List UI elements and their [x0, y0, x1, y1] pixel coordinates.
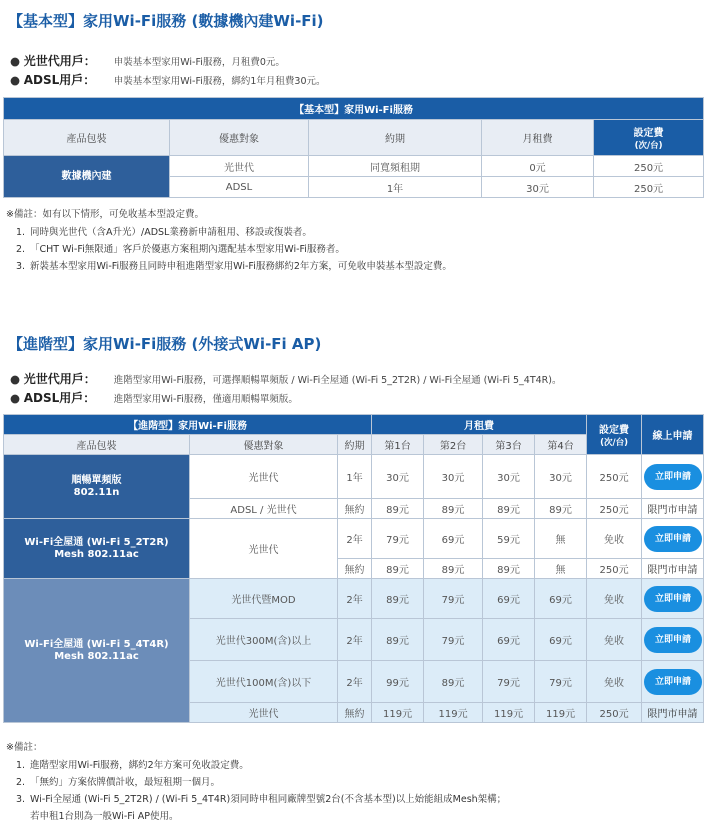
col-target: 優惠對象 — [170, 120, 309, 156]
table-cell: 2年 — [338, 519, 372, 559]
table-cell: 30元 — [535, 455, 587, 499]
table-cell: 89元 — [535, 499, 587, 519]
table-cell: 79元 — [535, 661, 587, 703]
basic-bullet-adsl: ● ADSL用戶： 申裝基本型家用Wi-Fi服務，綁約1年月租費30元。 — [10, 73, 326, 87]
table-cell: 89元 — [372, 579, 424, 619]
advanced-table — [3, 414, 704, 723]
table-cell: 250元 — [587, 559, 642, 579]
apply-now-button[interactable]: 立即申請 — [644, 669, 702, 695]
table-cell: 無約 — [338, 559, 372, 579]
table-cell: 79元 — [483, 661, 535, 703]
table-cell: 光世代100M(含)以下 — [190, 661, 338, 703]
apply-cell — [642, 455, 704, 499]
table-cell: 免收 — [587, 579, 642, 619]
table-cell: 30元 — [424, 455, 483, 499]
col-unit3: 第3台 — [483, 435, 535, 455]
apply-now-button[interactable]: 立即申請 — [644, 627, 702, 653]
col-target: 優惠對象 — [190, 435, 338, 455]
advanced-heading: 【進階型】家用Wi-Fi服務 (外接式Wi-Fi AP) — [8, 335, 322, 353]
advanced-table-caption: 【進階型】家用Wi-Fi服務 — [4, 415, 372, 435]
table-cell: 119元 — [483, 703, 535, 723]
table-cell: 250元 — [587, 499, 642, 519]
note-item: 3. Wi-Fi全屋通 (Wi-Fi 5_2T2R) / (Wi-Fi 5_4T4R)須同時申租同廠牌型號2台(不含基本型)以上始能組成Mesh架構； — [16, 794, 507, 805]
basic-table-caption: 【基本型】家用Wi-Fi服務 — [4, 98, 704, 120]
store-only-link[interactable]: 限門市申請 — [642, 703, 704, 723]
table-cell: 光世代 — [190, 703, 338, 723]
table-cell: 89元 — [483, 499, 535, 519]
note-item: 1. 同時與光世代（含A升光）/ADSL業務新申請租用、移設或復裝者。 — [16, 227, 312, 238]
table-cell: 250元 — [594, 156, 704, 177]
col-product: 產品包裝 — [4, 120, 170, 156]
table-cell: 無約 — [338, 499, 372, 519]
advanced-bullets — [10, 370, 561, 408]
table-cell: 89元 — [424, 661, 483, 703]
table-cell: 250元 — [594, 177, 704, 198]
table-cell: 79元 — [424, 579, 483, 619]
apply-cell — [642, 619, 704, 661]
note-item: 若申租1台則為一般Wi-Fi AP使用。 — [30, 811, 179, 822]
col-unit4: 第4台 — [535, 435, 587, 455]
basic-heading: 【基本型】家用Wi-Fi服務 (數據機內建Wi-Fi) — [8, 12, 324, 30]
table-cell: 2年 — [338, 661, 372, 703]
table-cell: 免收 — [587, 619, 642, 661]
basic-bullet-fiber: ● 光世代用戶： 申裝基本型家用Wi-Fi服務，月租費0元。 — [10, 54, 285, 68]
table-cell: ADSL / 光世代 — [190, 499, 338, 519]
table-cell: 79元 — [424, 619, 483, 661]
advanced-setup-header: 設定費 (次/台) — [587, 415, 642, 455]
store-only-link[interactable]: 限門市申請 — [642, 559, 704, 579]
col-product: 產品包裝 — [4, 435, 190, 455]
apply-now-button[interactable]: 立即申請 — [644, 526, 702, 552]
note-item: 2. 「CHT Wi-Fi無限通」客戶於優惠方案租期內選配基本型家用Wi-Fi服務者。 — [16, 244, 345, 255]
table-cell: 1年 — [338, 455, 372, 499]
col-term: 約期 — [309, 120, 482, 156]
table-cell: 89元 — [372, 559, 424, 579]
table-cell: 光世代暨MOD — [190, 579, 338, 619]
group-mesh-2t2r: Wi-Fi全屋通 (Wi-Fi 5_2T2R) Mesh 802.11ac — [4, 519, 190, 579]
advanced-bullet-fiber: ● 光世代用戶： 進階型家用Wi-Fi服務，可選擇順暢單頻版 / Wi-Fi全屋通 (Wi-Fi 5_2T2R) / Wi-Fi全屋通 (Wi-Fi 5_4T4R)。 — [10, 372, 562, 386]
table-cell: 89元 — [483, 559, 535, 579]
group-mesh-4t4r: Wi-Fi全屋通 (Wi-Fi 5_4T4R) Mesh 802.11ac — [4, 579, 190, 723]
table-cell: 無 — [535, 559, 587, 579]
table-cell: 0元 — [482, 156, 594, 177]
table-cell: 光世代 — [190, 519, 338, 579]
table-cell: 同寬頻租期 — [309, 156, 482, 177]
table-cell: 69元 — [483, 619, 535, 661]
advanced-notes: ※備註： 1. 進階型家用Wi-Fi服務，綁約2年方案可免收設定費。 2. 「無約」方案依牌價計收，最短租期一個月。 3. Wi-Fi全屋通 (Wi-Fi 5_2T2R) / (Wi-Fi 5_4T4R)須同時申租同廠牌型號2台(不含基本型)以上始能組成Mesh架構； 若申租1台則為一般Wi-Fi AP使用。 — [6, 739, 506, 824]
table-cell: 無約 — [338, 703, 372, 723]
apply-cell — [642, 519, 704, 559]
basic-group: 數據機內建 — [4, 156, 170, 198]
table-cell: 250元 — [587, 455, 642, 499]
table-cell: 無 — [535, 519, 587, 559]
table-cell: 免收 — [587, 519, 642, 559]
note-item: 1. 進階型家用Wi-Fi服務，綁約2年方案可免收設定費。 — [16, 760, 249, 771]
advanced-bullet-adsl: ● ADSL用戶： 進階型家用Wi-Fi服務，僅適用順暢單頻版。 — [10, 391, 298, 405]
col-setup: 設定費 (次/台) — [594, 120, 704, 156]
table-cell: ADSL — [170, 177, 309, 198]
table-cell: 69元 — [535, 579, 587, 619]
table-cell: 光世代 — [170, 156, 309, 177]
table-cell: 69元 — [424, 519, 483, 559]
table-cell: 2年 — [338, 619, 372, 661]
table-cell: 30元 — [372, 455, 424, 499]
col-unit1: 第1台 — [372, 435, 424, 455]
store-only-link[interactable]: 限門市申請 — [642, 499, 704, 519]
table-cell: 30元 — [482, 177, 594, 198]
apply-cell — [642, 579, 704, 619]
advanced-apply-header: 線上申請 — [642, 415, 704, 455]
table-cell: 89元 — [372, 499, 424, 519]
apply-cell — [642, 661, 704, 703]
apply-now-button[interactable]: 立即申請 — [644, 464, 702, 490]
table-cell: 99元 — [372, 661, 424, 703]
basic-bullets — [10, 52, 326, 90]
table-cell: 30元 — [483, 455, 535, 499]
table-cell: 免收 — [587, 661, 642, 703]
basic-table — [3, 97, 704, 198]
table-cell: 89元 — [424, 499, 483, 519]
table-cell: 119元 — [535, 703, 587, 723]
note-item: 3. 新裝基本型家用Wi-Fi服務且同時申租進階型家用Wi-Fi服務綁約2年方案，可免收申裝基本型設定費。 — [16, 261, 452, 272]
table-cell: 119元 — [424, 703, 483, 723]
col-unit2: 第2台 — [424, 435, 483, 455]
table-cell: 光世代300M(含)以上 — [190, 619, 338, 661]
advanced-monthly-header: 月租費 — [372, 415, 587, 435]
group-smooth-single-band: 順暢單頻版 802.11n — [4, 455, 190, 519]
table-cell: 79元 — [372, 519, 424, 559]
table-cell: 89元 — [424, 559, 483, 579]
table-cell: 69元 — [535, 619, 587, 661]
table-cell: 69元 — [483, 579, 535, 619]
table-cell: 2年 — [338, 579, 372, 619]
apply-now-button[interactable]: 立即申請 — [644, 586, 702, 612]
col-term: 約期 — [338, 435, 372, 455]
table-cell: 光世代 — [190, 455, 338, 499]
basic-notes: ※備註：如有以下情形，可免收基本型設定費。 1. 同時與光世代（含A升光）/ADSL業務新申請租用、移設或復裝者。 2. 「CHT Wi-Fi無限通」客戶於優惠方案租期內選配基本型家用Wi-Fi服務者。 3. 新裝基本型家用Wi-Fi服務且同時申租進階型家用Wi-Fi服務綁約2年方案，可免收申裝基本型設定費。 — [6, 206, 452, 275]
table-cell: 89元 — [372, 619, 424, 661]
table-cell: 59元 — [483, 519, 535, 559]
note-item: 2. 「無約」方案依牌價計收，最短租期一個月。 — [16, 777, 221, 788]
table-cell: 119元 — [372, 703, 424, 723]
col-monthly: 月租費 — [482, 120, 594, 156]
table-cell: 250元 — [587, 703, 642, 723]
table-cell: 1年 — [309, 177, 482, 198]
